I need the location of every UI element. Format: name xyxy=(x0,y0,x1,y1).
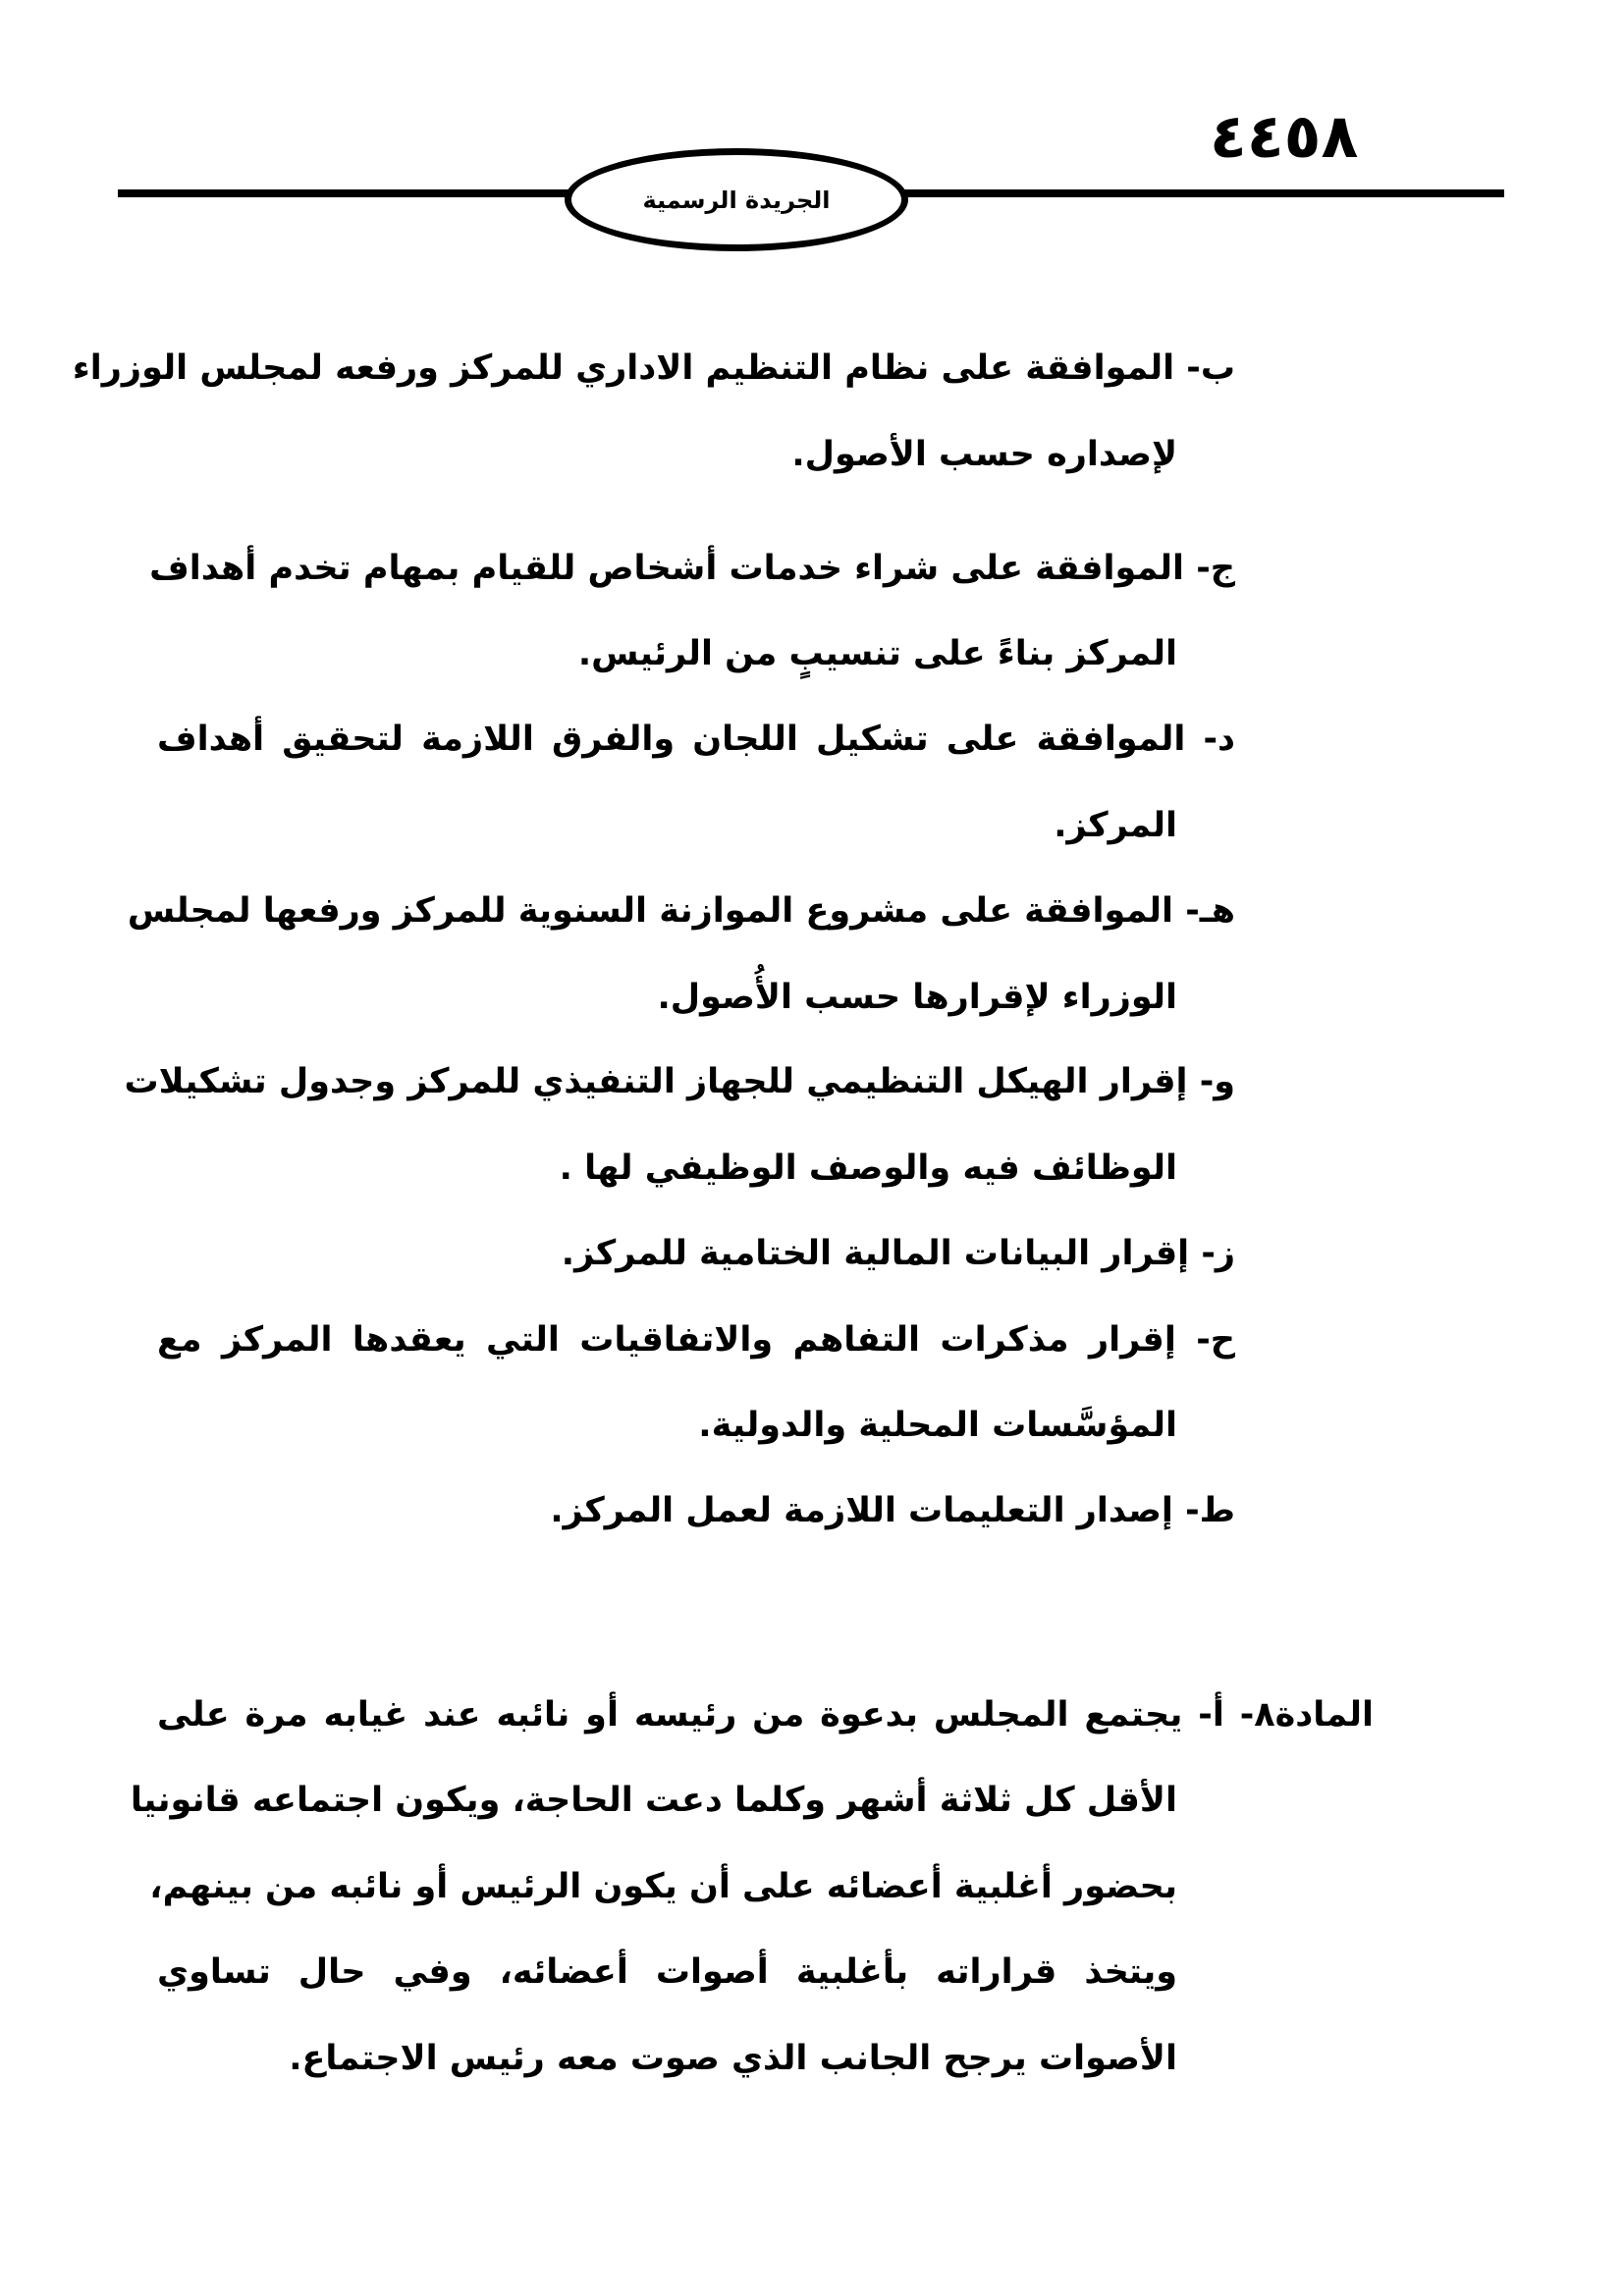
article8-line-4: ويتخذ قراراته بأغلبية أصوات أعضائه، وفي حال تساوي xyxy=(157,1952,1177,1992)
gazette-title: الجريدة الرسمية xyxy=(642,186,831,214)
item-b-line-2: لإصداره حسب الأصول. xyxy=(791,435,1177,474)
item-d-line-2: المركز. xyxy=(1054,806,1177,845)
item-h2-line-1: ح- إقرار مذكرات التفاهم والاتفاقيات التي يعقدها المركز مع xyxy=(157,1320,1235,1360)
article8-line-2: الأقل كل ثلاثة أشهر وكلما دعت الحاجة، ويكون اجتماعه قانونيا xyxy=(130,1781,1177,1820)
item-b-line-1: ب- الموافقة على نظام التنظيم الاداري للمركز ورفعه لمجلس الوزراء xyxy=(72,348,1235,388)
item-h2-line-2: المؤسَّسات المحلية والدولية. xyxy=(698,1406,1177,1445)
item-z-line-1: ز- إقرار البيانات المالية الختامية للمركز. xyxy=(561,1234,1235,1273)
gazette-title-oval xyxy=(565,148,908,251)
item-w-line-1: و- إقرار الهيكل التنظيمي للجهاز التنفيذي للمركز وجدول تشكيلات xyxy=(124,1062,1235,1101)
item-t-line-1: ط- إصدار التعليمات اللازمة لعمل المركز. xyxy=(550,1491,1235,1530)
article8-line-1: المادة٨- أ- يجتمع المجلس بدعوة من رئيسه أو نائبه عند غيابه مرة على xyxy=(157,1695,1374,1735)
item-h-line-1: هـ- الموافقة على مشروع الموازنة السنوية للمركز ورفعها لمجلس xyxy=(127,891,1235,931)
item-d-line-1: د- الموافقة على تشكيل اللجان والفرق اللازمة لتحقيق أهداف xyxy=(157,720,1235,759)
item-w-line-2: الوظائف فيه والوصف الوظيفي لها . xyxy=(559,1148,1177,1188)
item-h-line-2: الوزراء لإقرارها حسب الأُصول. xyxy=(657,978,1177,1017)
item-j-line-1: ج- الموافقة على شراء خدمات أشخاص للقيام بمهام تخدم أهداف xyxy=(149,549,1235,588)
item-j-line-2: المركز بناءً على تنسيبٍ من الرئيس. xyxy=(577,634,1177,673)
article8-line-3: بحضور أغلبية أعضائه على أن يكون الرئيس أو نائبه من بينهم، xyxy=(149,1867,1177,1906)
article8-line-5: الأصوات يرجح الجانب الذي صوت معه رئيس الاجتماع. xyxy=(289,2039,1177,2078)
page-number: ٤٤٥٨ xyxy=(1210,100,1359,172)
